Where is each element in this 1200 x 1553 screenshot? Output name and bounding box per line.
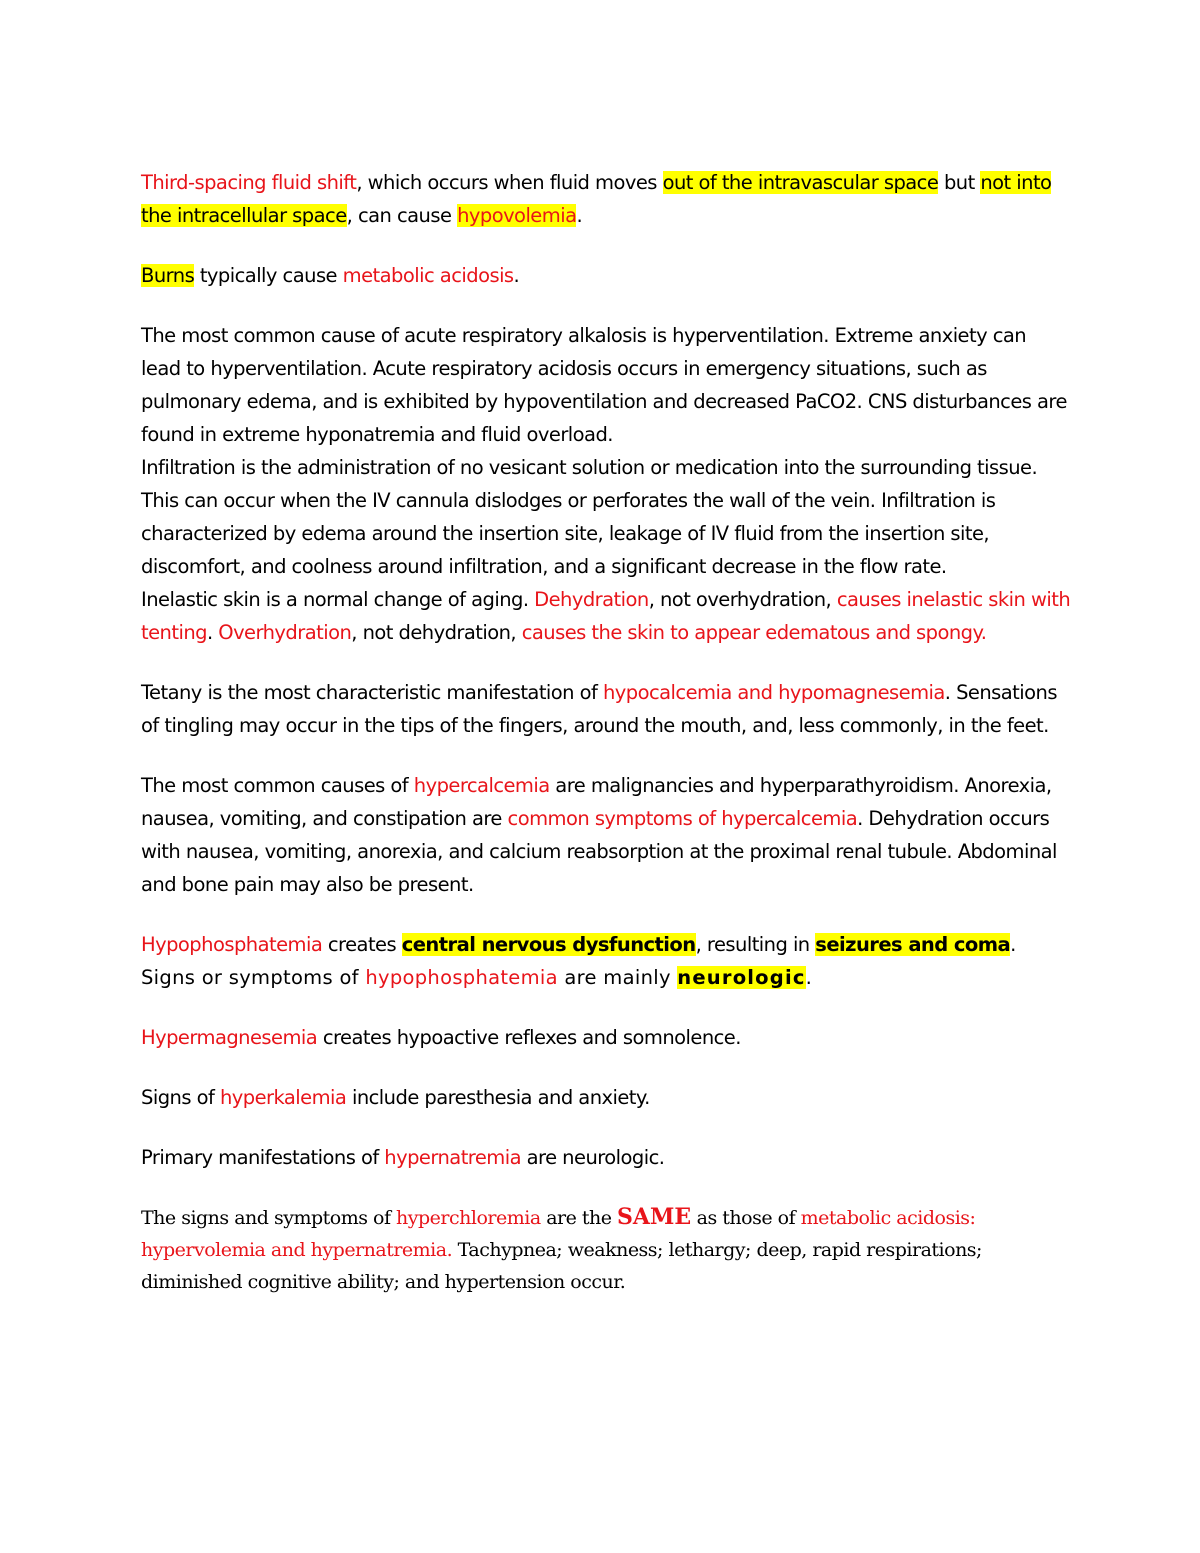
term-hypocalcemia: hypocalcemia and hypomagnesemia — [602, 681, 945, 704]
text-span: , not overhydration, — [648, 588, 837, 611]
text-span: Signs of — [141, 1086, 220, 1109]
text-span: include paresthesia and anxiety. — [346, 1086, 650, 1109]
term-metabolic-acidosis: metabolic acidosis — [342, 264, 514, 287]
text-span: Infiltration is the administration of no vesicant solution or medication into the surrounding tissue. This can occur when the IV cannula dislodges or perforates the wall of the vein. Infiltration is characterized by edema around the insertion site, leakage of IV fluid from the insertion site, discomfort, and coolness around infiltration, and a significant decrease in the flow rate. — [141, 456, 1038, 578]
term-hypophosphatemia: Hypophosphatemia — [141, 933, 323, 956]
highlight-span: Burns — [141, 264, 195, 287]
text-span: . Sensations of tingling may occur in the tips of the fingers, around the mouth, and, less commonly, in the feet. — [141, 681, 1057, 737]
highlight-span: central nervous dysfunction — [401, 933, 696, 956]
text-span: are mainly — [557, 966, 678, 989]
text-span: . Dehydration occurs with nausea, vomiting, anorexia, and calcium reabsorption at the proximal renal tubule. Abdominal and bone pain may also be present. — [141, 807, 1057, 896]
text-span: are neurologic. — [521, 1146, 665, 1169]
paragraph-hypernatremia — [141, 1141, 1071, 1174]
paragraph-respiratory — [141, 319, 1071, 451]
paragraph-third-spacing — [141, 166, 1071, 232]
highlight-span: neurologic — [677, 966, 806, 989]
text-span: The signs and symptoms of — [141, 1207, 397, 1229]
text-span: creates — [322, 933, 402, 956]
text-span: , resulting in — [695, 933, 816, 956]
text-span: . — [1010, 933, 1016, 956]
text-span: , which occurs when fluid moves — [356, 171, 663, 194]
term-hypercalcemia: hypercalcemia — [413, 774, 550, 797]
text-span: . — [513, 264, 520, 287]
text-span: creates hypoactive reflexes and somnolence. — [317, 1026, 741, 1049]
paragraph-infiltration — [141, 451, 1071, 583]
text-span: typically cause — [194, 264, 343, 287]
paragraph-tetany — [141, 676, 1071, 742]
text-span: . — [206, 621, 219, 644]
text-span: , not dehydration, — [351, 621, 522, 644]
emphasis-same: SAME — [617, 1204, 692, 1230]
text-span: as those of — [691, 1207, 801, 1229]
term-overhydration: Overhydration — [218, 621, 352, 644]
text-span: are the — [540, 1207, 618, 1229]
term-inelastic-skin: causes inelastic skin with tenting — [141, 588, 1071, 644]
text-span: Tachypnea; weakness; lethargy; deep, rapid respirations; diminished cognitive ability; and hypertension occur. — [141, 1239, 982, 1293]
document-body — [141, 166, 1071, 1298]
text-span: Inelastic skin is a normal change of aging. — [141, 588, 535, 611]
highlight-span: out of the intravascular space — [662, 171, 939, 194]
term-hypernatremia: hypernatremia — [384, 1146, 521, 1169]
term-hypercalcemia-symptoms: common symptoms of hypercalcemia — [507, 807, 858, 830]
paragraph-hypercalcemia — [141, 769, 1071, 901]
text-span: , can cause — [346, 204, 458, 227]
text-span: Signs or symptoms of — [141, 966, 366, 989]
text-span: are malignancies and hyperparathyroidism. Anorexia, nausea, vomiting, and constipation are — [141, 774, 1052, 830]
term-third-spacing: Third-spacing fluid shift — [141, 171, 357, 194]
text-span: . — [576, 204, 583, 227]
text-span: but — [938, 171, 981, 194]
term-dehydration: Dehydration — [534, 588, 649, 611]
paragraph-hyperkalemia — [141, 1081, 1071, 1114]
paragraph-inelastic-skin — [141, 583, 1071, 649]
highlight-span: seizures and coma — [815, 933, 1011, 956]
paragraph-hyperchloremia — [141, 1201, 1071, 1298]
paragraph-burns — [141, 259, 1071, 292]
paragraph-hypermagnesemia — [141, 1021, 1071, 1054]
term-hypovolemia: hypovolemia — [457, 204, 577, 227]
term-hypermagnesemia: Hypermagnesemia — [141, 1026, 318, 1049]
term-hyperchloremia: hyperchloremia — [396, 1207, 541, 1229]
text-span: The most common cause of acute respiratory alkalosis is hyperventilation. Extreme anxiety can lead to hyperventilation. Acute respiratory acidosis occurs in emergency situations, such as pulmonary edema, and is exhibited by hypoventilation and decreased PaCO2. CNS disturbances are found in extreme hyponatremia and fluid overload. — [141, 324, 1067, 446]
text-span: Primary manifestations of — [141, 1146, 385, 1169]
term-edematous-skin: causes the skin to appear edematous and spongy. — [521, 621, 987, 644]
paragraph-hypophosphatemia — [141, 928, 1071, 994]
text-span: The most common causes of — [141, 774, 414, 797]
term-metabolic-acidosis: metabolic acidosis: hypervolemia and hypernatremia. — [141, 1207, 976, 1261]
text-span: Tetany is the most characteristic manifestation of — [141, 681, 603, 704]
text-span: . — [805, 966, 813, 989]
highlight-span: not into the intracellular space — [141, 171, 1052, 227]
term-hypophosphatemia: hypophosphatemia — [365, 966, 558, 989]
term-hyperkalemia: hyperkalemia — [219, 1086, 347, 1109]
